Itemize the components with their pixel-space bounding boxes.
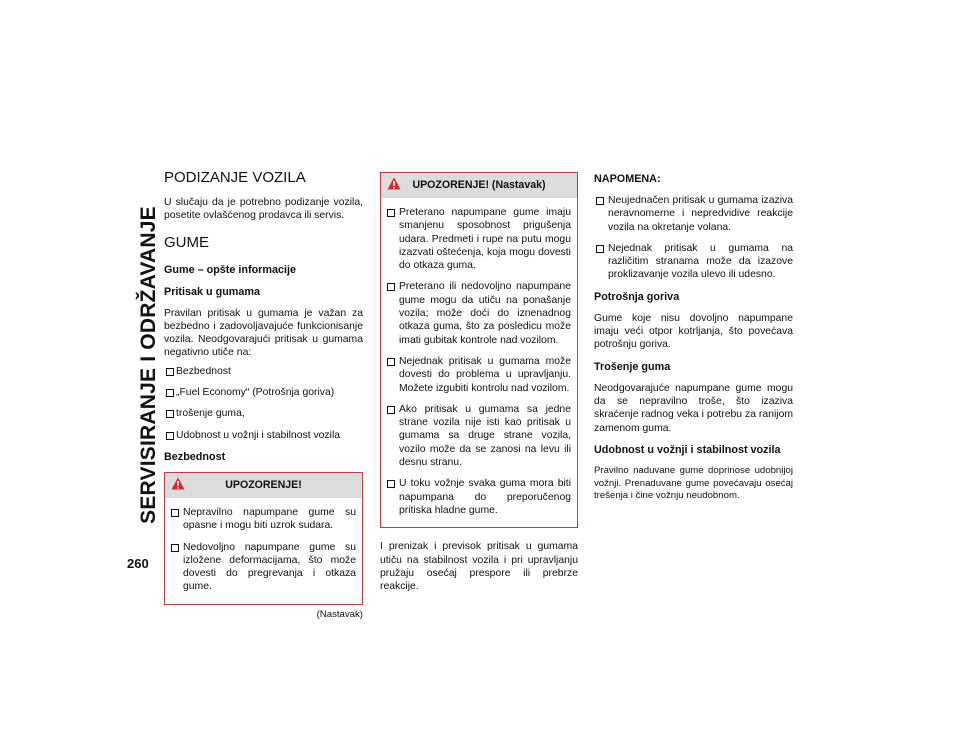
list-item: trošenje guma, (164, 407, 363, 420)
warning-box (164, 472, 363, 605)
column-1 (164, 168, 363, 621)
note-list (594, 194, 793, 282)
paragraph-stability: I prenizak i previsok pritisak u gumama utiču na stabilnost vozila i pri upravljanju pružaju osećaj prespore ili prebrze reakcije. (380, 541, 578, 593)
page-number: 260 (127, 556, 149, 571)
list-item: Nepravilno napumpane gume su opasne i mogu biti uzrok sudara. (169, 506, 356, 533)
column-3 (594, 172, 793, 508)
list-item: Nedovoljno napumpane gume su izložene deformacijama, što može dovesti do pregrevanja i otkaza gume. (169, 541, 356, 594)
warning-triangle-icon (171, 477, 185, 490)
warning-body (165, 498, 362, 604)
heading-safety: Bezbednost (164, 450, 226, 463)
warning-header (381, 173, 577, 198)
warning-title: UPOZORENJE! (225, 478, 302, 491)
warning-body (381, 198, 577, 527)
continued-note: (Nastavak) (316, 608, 363, 620)
warning-list (169, 506, 356, 594)
pressure-effects-list (164, 365, 363, 442)
list-item: Preterano napumpane gume imaju smanjenu sposobnost prigušenja udara. Predmeti i rupe na putu mogu izazvati oštećenja, koja mogu dovesti do otkaza guma. (385, 206, 571, 272)
paragraph-comfort: Pravilno naduvane gume doprinose udobnijoj vožnji. Prenaduvane gume povećavaju osećaj trešenja i čine vožnju neudobnom. (594, 464, 793, 502)
chapter-side-title (137, 175, 160, 555)
list-item: Preterano ili nedovoljno napumpane gume mogu da utiču na ponašanje vozila; može doći do iznenadnog otkaza guma, što za posledicu može imati gubitak kontrole nad vozilom. (385, 280, 571, 346)
paragraph-fuel: Gume koje nisu dovoljno napumpane imaju veći otpor kotrljanja, što povećava potrošnju goriva. (594, 312, 793, 351)
heading-note: NAPOMENA: (594, 173, 661, 185)
warning-title: UPOZORENJE! (Nastavak) (412, 179, 546, 191)
column-2 (380, 172, 578, 598)
heading-general-info: Gume – opšte informacije (164, 263, 296, 276)
list-item: U toku vožnje svaka guma mora biti napumpana do preporučenog pritiska hladne gume. (385, 477, 571, 517)
list-item: Bezbednost (164, 365, 363, 378)
list-item: Neujednačen pritisak u gumama izaziva neravnomerne i nepredvidive reakcije vozila na okretanje volana. (594, 194, 793, 234)
paragraph-tire-pressure: Pravilan pritisak u gumama je važan za bezbedno i zadovoljavajuće funkcionisanje vozila. Neodgovarajući pritisak u gumama negativno utiče na: (164, 307, 363, 359)
paragraph-wear: Neodgovarajuće napumpane gume mogu da se nepravilno troše, što izaziva skraćenje radnog veka i potrebu za ranijom zamenom guma. (594, 382, 793, 434)
chapter-title-text: SERVISIRANJE I ODRŽAVANJE (136, 206, 160, 524)
list-item: Nejednak pritisak u gumama na različitim stranama može da izazove proklizavanje vozila ulevo ili udesno. (594, 242, 793, 282)
list-item: Ako pritisak u gumama sa jedne strane vozila nije isti kao pritisak u gumama sa druge strane vozila, vozilo može da se zanosi na levu ili desnu stranu. (385, 403, 571, 469)
list-item: „Fuel Economy“ (Potrošnja goriva) (164, 386, 363, 399)
warning-box-continued (380, 172, 578, 528)
paragraph-lifting: U slučaju da je potrebno podizanje vozila, posetite ovlašćenog prodavca ili servis. (164, 197, 363, 222)
heading-fuel: Potrošnja goriva (594, 290, 680, 303)
heading-comfort: Udobnost u vožnji i stabilnost vozila (594, 443, 781, 456)
warning-list (385, 206, 571, 517)
warning-header (165, 473, 362, 498)
heading-lifting: PODIZANJE VOZILA (164, 169, 306, 186)
heading-tires: GUME (164, 233, 209, 251)
heading-tire-pressure: Pritisak u gumama (164, 285, 261, 298)
warning-triangle-icon (387, 177, 401, 190)
heading-wear: Trošenje guma (594, 360, 671, 373)
list-item: Nejednak pritisak u gumama može dovesti do problema u upravljanju. Možete izgubiti kontrolu nad vozilom. (385, 355, 571, 395)
list-item: Udobnost u vožnji i stabilnost vozila (164, 429, 363, 442)
